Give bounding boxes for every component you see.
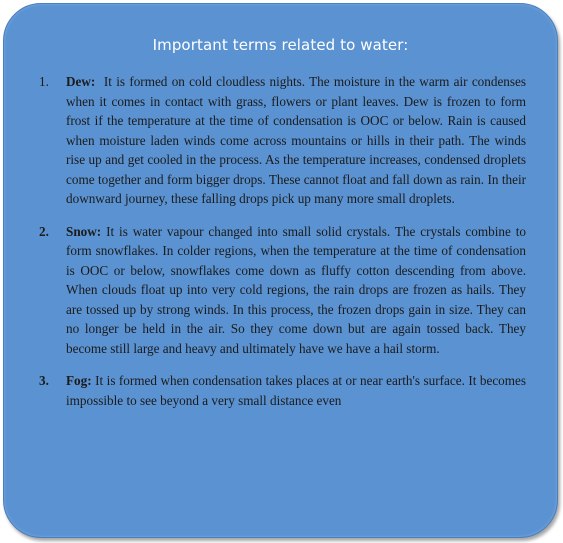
item-term: Snow:: [66, 223, 102, 239]
item-term: Fog:: [66, 373, 92, 388]
list-item-dew: [39, 72, 527, 209]
list-item-snow: [39, 222, 526, 359]
terms-list: [39, 72, 527, 423]
item-term: Dew:: [66, 74, 96, 89]
item-text: It is formed when condensation takes places at or near earth's surface. It becomes impossible to see beyond a very small distance even: [66, 373, 527, 408]
item-number: 2.: [39, 223, 49, 239]
item-text: It is water vapour changed into small solid crystals. The crystals combine to form snowflakes. In colder regions, when the temperature at the time of condensation is OOC or below, snowflakes come down as fluffy cotton descending from above. When clouds float up into very cold regions, the rain drops are frozen as hails. They are tossed up by strong winds. In this process, the frozen drops gain in size. They can no longer be held in the air. So they come down but are again tossed back. They become still large and heavy and ultimately have we have a hail storm.: [66, 223, 526, 356]
item-number: 3.: [39, 373, 49, 388]
list-item-fog: [39, 371, 527, 410]
item-number: 1.: [39, 74, 49, 89]
info-panel: [3, 3, 558, 538]
item-text: It is formed on cold cloudless nights. The moisture in the warm air condenses when it comes in contact with grass, flowers or plant leaves. Dew is frozen to form frost if the temperature at the time of condensation is OOC or below. Rain is caused when moisture laden winds come across mountains or hills in their path. The winds rise up and get cooled in the process. As the temperature increases, condensed droplets come together and form bigger drops. These cannot float and fall down as rain. In their downward journey, these falling drops pick up many more small droplets.: [66, 74, 527, 206]
panel-title: Important terms related to water:: [152, 36, 409, 54]
